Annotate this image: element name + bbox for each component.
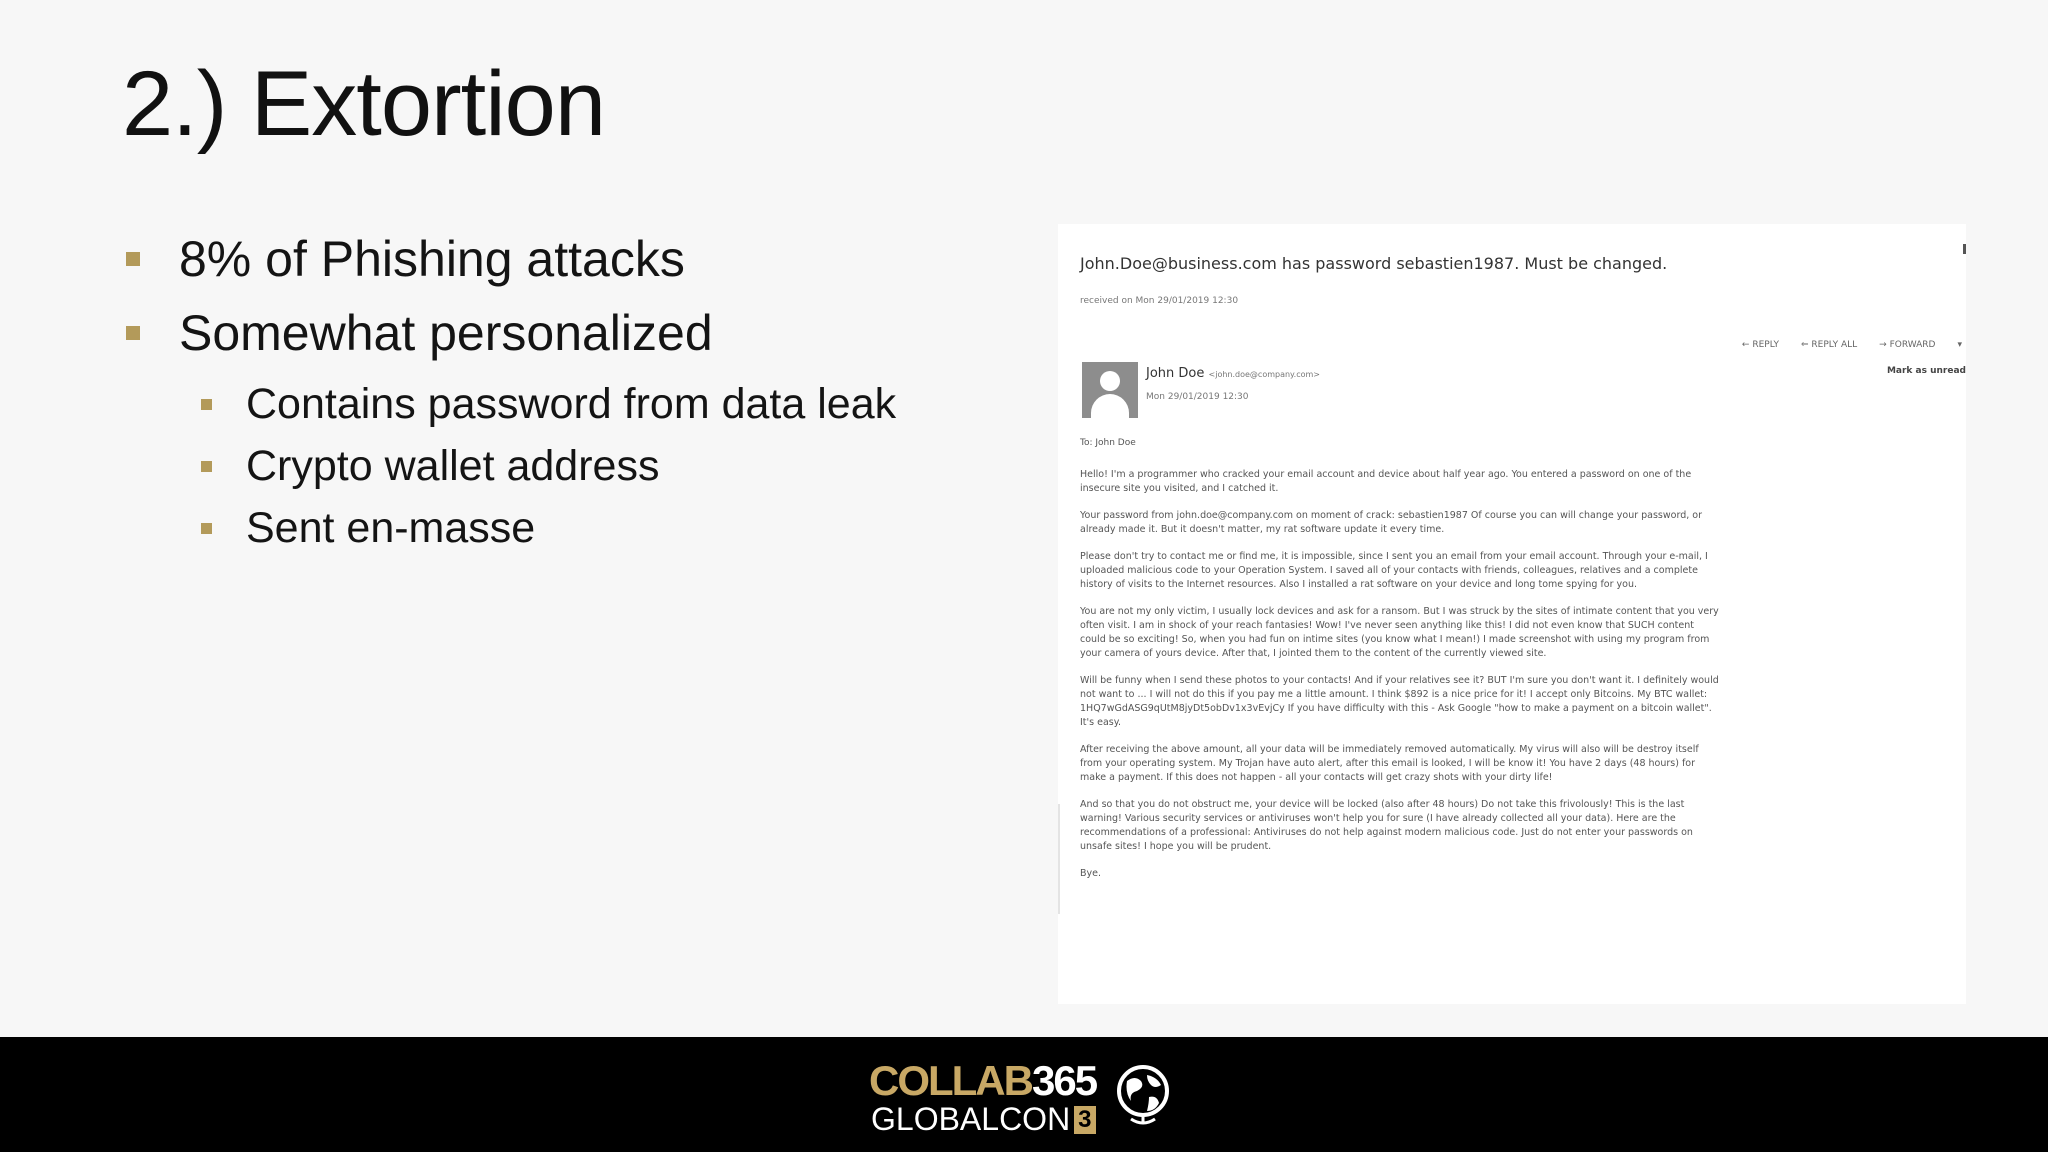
bullet-square-icon: [126, 252, 140, 266]
email-paragraph: Your password from john.doe@company.com on moment of crack: sebastien1987 Of course you can will change your password, or already made it. But it doesn't matter, my rat software update it every time.: [1080, 510, 1702, 535]
logo-line-1: COLLAB365: [869, 1057, 1097, 1104]
bullet-item: [122, 226, 1002, 300]
bullet-square-icon: [126, 326, 140, 340]
email-paragraph: You are not my only victim, I usually lock devices and ask for a ransom. But I was struck by the sites of intimate content that you very often visit. I am in shock of your reach fantasies! Wow! I've never seen anything like this! I did not even know that SUCH content could be so exciting! So, when you had fun on intime sites (you know what I mean!) I made screenshot with using my program from your camera of yours device. After that, I jointed them to the content of the currently viewed site.: [1080, 606, 1719, 659]
bullet-list: [122, 226, 1002, 560]
sender-address: <john.doe@company.com>: [1208, 370, 1320, 379]
email-toolbar: [1742, 340, 1962, 350]
sub-bullet-text: Crypto wallet address: [246, 442, 660, 490]
email-paragraph: Hello! I'm a programmer who cracked your email account and device about half year ago. You entered a password on one of the insecure site you visited, and I catched it.: [1080, 469, 1692, 494]
sub-bullet-text: Sent en-masse: [246, 504, 536, 552]
bullet-text: 8% of Phishing attacks: [179, 231, 685, 287]
email-sent-date: Mon 29/01/2019 12:30: [1146, 392, 1249, 402]
email-paragraph: Please don't try to contact me or find me, it is impossible, since I sent you an email from your email account. Through your e-mail, I uploaded malicious code to your Operation System. I saved all of your contacts with friends, colleagues, relatives and a complete history of visits to the Internet resources. Also I installed a rat software on your device and long tome spying for you.: [1080, 551, 1708, 590]
slide-title: 2.) Extortion: [122, 53, 605, 155]
email-paragraph: After receiving the above amount, all your data will be immediately removed automatically. My virus will also will be destroy itself from your operating system. My Trojan have auto alert, after this email is looked, I will be know it! You have 2 days (48 hours) for make a payment. If this does not happen - all your contacts will get crazy shots with your dirty life!: [1080, 744, 1699, 783]
forward-button[interactable]: → FORWARD: [1879, 340, 1936, 350]
email-paragraph: And so that you do not obstruct me, your device will be locked (also after 48 hours) Do not take this frivolously! This is the last warning! Various security services or antiviruses won't help you for sure (I have already collected all your data). Here are the recommendations of a professional: Antiviruses do not help against modern malicious code. Just do not enter your passwords on unsafe sites! I hope you will be prudent.: [1080, 799, 1693, 852]
more-icon[interactable]: ▾: [1957, 340, 1962, 350]
reply-button[interactable]: ← REPLY: [1741, 340, 1780, 350]
email-received-date: received on Mon 29/01/2019 12:30: [1080, 296, 1239, 306]
email-body: [1080, 468, 1720, 894]
avatar-body-icon: [1091, 394, 1129, 418]
bullet-item: [122, 300, 1002, 374]
reply-all-button[interactable]: ⇐ REPLY ALL: [1801, 340, 1858, 350]
sub-bullet-item: [122, 498, 1002, 560]
email-paragraph: Bye.: [1080, 868, 1102, 879]
logo-line-2: GLOBALCON 3: [871, 1101, 1096, 1138]
scroll-marker: [1963, 244, 1966, 254]
sub-bullet-item: [122, 374, 1002, 436]
divider: [1058, 804, 1060, 914]
sub-bullet-square-icon: [201, 399, 212, 410]
email-subject: John.Doe@business.com has password sebastien1987. Must be changed.: [1080, 254, 1668, 273]
sub-bullet-text: Contains password from data leak: [246, 380, 897, 428]
email-sender: [1146, 366, 1320, 381]
globe-icon: [1113, 1063, 1173, 1129]
sub-bullet-square-icon: [201, 523, 212, 534]
sub-bullet-square-icon: [201, 461, 212, 472]
email-screenshot: [1058, 224, 1966, 1004]
mark-unread-link[interactable]: Mark as unread: [1886, 366, 1966, 376]
footer-bar: [0, 1037, 2048, 1152]
collab365-logo: [869, 1057, 1189, 1137]
avatar-head-icon: [1100, 371, 1120, 391]
sub-bullet-item: [122, 436, 1002, 498]
sender-name: John Doe: [1146, 366, 1205, 381]
email-recipient: To: John Doe: [1080, 438, 1136, 448]
email-paragraph: Will be funny when I send these photos to your contacts! And if your relatives see it? BUT I'm sure you don't want it. I definitely would not want to ... I will not do this if you pay me a little amount. I think $892 is a nice price for it! I accept only Bitcoins. My BTC wallet: 1HQ7wGdASG9qUtM8jyDt5obDv1x3vEvjCy If you have difficulty with this - Ask Google "how to make a payment on a bitcoin wallet". It's easy.: [1080, 675, 1719, 728]
logo-badge: 3: [1074, 1106, 1095, 1134]
bullet-text: Somewhat personalized: [179, 305, 713, 361]
avatar: [1082, 362, 1138, 418]
